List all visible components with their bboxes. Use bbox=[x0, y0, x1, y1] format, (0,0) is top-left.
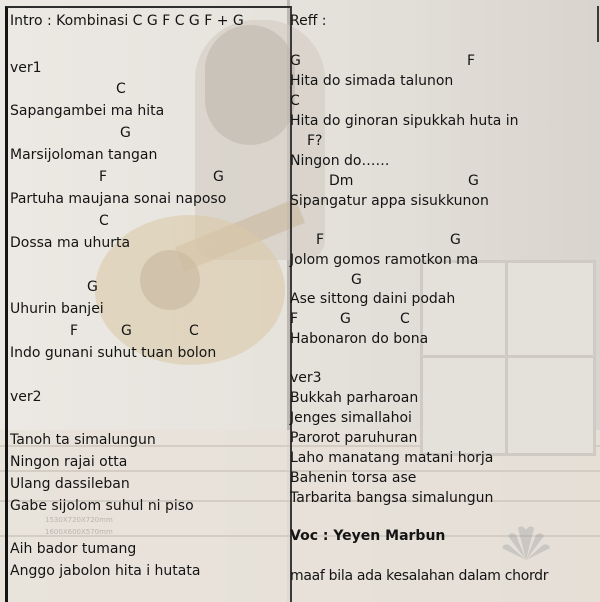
chord: F bbox=[467, 53, 476, 69]
lyric-line: Aih bador tumang bbox=[10, 541, 137, 557]
chord: C bbox=[116, 81, 126, 97]
footnote: maaf bila ada kesalahan dalam chordr bbox=[290, 568, 549, 584]
lyric-line: Partuha maujana sonai naposo bbox=[10, 191, 227, 207]
lyric-line: Sipangatur appa sisukkunon bbox=[290, 193, 489, 209]
chord: C bbox=[189, 323, 199, 339]
lyric-line: Ningon rajai otta bbox=[10, 454, 128, 470]
chord: F bbox=[316, 232, 325, 248]
lyric-line: Hita do ginoran sipukkah huta in bbox=[290, 113, 519, 129]
chord: F bbox=[70, 323, 79, 339]
chord: G bbox=[351, 272, 362, 288]
chord: F bbox=[290, 311, 299, 327]
chord: G bbox=[468, 173, 479, 189]
lyric-line: Marsijoloman tangan bbox=[10, 147, 158, 163]
lyric-line: Laho manatang matani horja bbox=[290, 450, 494, 466]
section-label-reff: Reff : bbox=[290, 13, 327, 29]
right-panel-edge bbox=[597, 6, 599, 42]
lyric-line: Uhurin banjei bbox=[10, 301, 104, 317]
chord: G bbox=[120, 125, 131, 141]
chord: C bbox=[290, 93, 300, 109]
chord: C bbox=[99, 213, 109, 229]
lyric-line: Bahenin torsa ase bbox=[290, 470, 417, 486]
chord: G bbox=[213, 169, 224, 185]
chord: F bbox=[99, 169, 108, 185]
chord: C bbox=[400, 311, 410, 327]
chord: G bbox=[340, 311, 351, 327]
lyric-line: Ase sittong daini podah bbox=[290, 291, 456, 307]
lyric-line: Jenges simallahoi bbox=[290, 410, 412, 426]
section-label-ver1: ver1 bbox=[10, 60, 42, 76]
chord: Dm bbox=[329, 173, 354, 189]
lyric-line: Ningon do…… bbox=[290, 153, 390, 169]
vocal-credit: Voc : Yeyen Marbun bbox=[290, 528, 446, 544]
lyric-line: Sapangambei ma hita bbox=[10, 103, 165, 119]
section-label-ver3: ver3 bbox=[290, 370, 322, 386]
lyric-line: Anggo jabolon hita i hutata bbox=[10, 563, 201, 579]
watermark-logo-icon bbox=[498, 520, 554, 564]
intro-line: Intro : Kombinasi C G F C G F + G bbox=[10, 13, 244, 29]
lyric-line: Hita do simada talunon bbox=[290, 73, 454, 89]
lyric-line: Indo gunani suhut tuan bolon bbox=[10, 345, 217, 361]
lyric-line: Tanoh ta simalungun bbox=[10, 432, 156, 448]
lyric-line: Gabe sijolom suhul ni piso bbox=[10, 498, 194, 514]
chord: G bbox=[450, 232, 461, 248]
chord: F? bbox=[307, 133, 323, 149]
lyric-line: Parorot paruhuran bbox=[290, 430, 418, 446]
lyric-line: Dossa ma uhurta bbox=[10, 235, 131, 251]
section-label-ver2: ver2 bbox=[10, 389, 42, 405]
chord: G bbox=[290, 53, 301, 69]
lyric-line: Ulang dassileban bbox=[10, 476, 130, 492]
chord: G bbox=[87, 279, 98, 295]
chord: G bbox=[121, 323, 132, 339]
lyric-line: Habonaron do bona bbox=[290, 331, 429, 347]
lyric-line: Tarbarita bangsa simalungun bbox=[290, 490, 494, 506]
lyric-line: Bukkah parharoan bbox=[290, 390, 419, 406]
background-dimension-label: 1530X720X720mm bbox=[45, 516, 113, 524]
background-dimension-label: 1600X600X570mm bbox=[45, 528, 113, 536]
lyric-line: Jolom gomos ramotkon ma bbox=[290, 252, 479, 268]
